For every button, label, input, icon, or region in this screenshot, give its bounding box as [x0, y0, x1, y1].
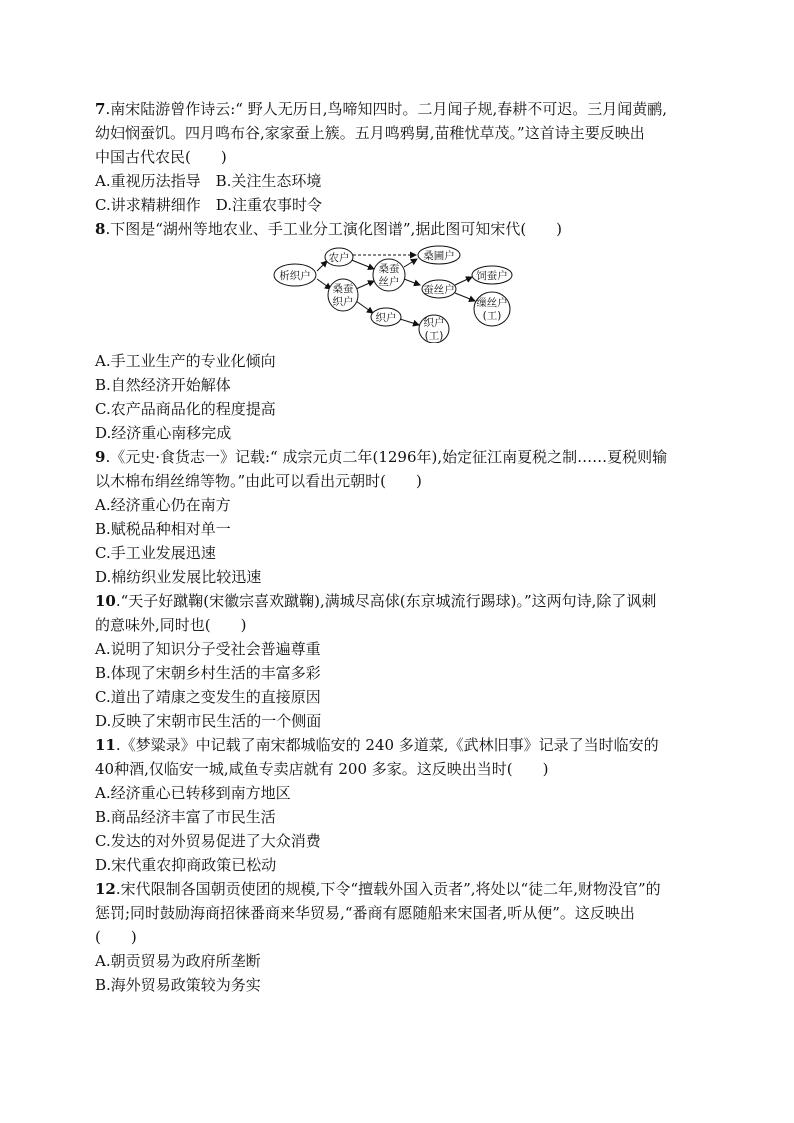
question-number: 9	[95, 448, 106, 466]
question-10-stem-line-2: 的意味外,同时也( )	[95, 616, 247, 634]
label-zhihu-gong-2: (工)	[424, 330, 444, 342]
question-10-option-b: B.体现了宋朝乡村生活的丰富多彩	[95, 664, 321, 682]
question-9	[95, 445, 705, 589]
question-11	[95, 733, 705, 877]
label-xizhihu: 析织户	[279, 270, 311, 282]
question-10-option-d: D.反映了宋朝市民生活的一个侧面	[95, 712, 322, 730]
label-sangcan-sihu-2: 丝户	[378, 276, 400, 288]
question-7	[95, 97, 705, 217]
question-9-stem-line-2: 以木棉布绢丝绵等物。”由此可以看出元朝时( )	[95, 472, 422, 490]
question-10-option-c: C.道出了靖康之变发生的直接原因	[95, 688, 321, 706]
arrow-xizhi-to-nonghu	[317, 261, 327, 271]
question-list	[95, 97, 705, 997]
question-12	[95, 877, 705, 997]
question-9-option-b: B.赋税品种相对单一	[95, 520, 231, 538]
label-zhihu-gong-1: 织户	[423, 317, 445, 329]
arrow-sangcanzhi-to-sangcansi	[356, 281, 374, 289]
question-11-option-b: B.商品经济丰富了市民生活	[95, 808, 276, 826]
label-sangcan-zhihu-2: 织户	[332, 296, 354, 308]
question-12-stem-line-1: 12.宋代限制各国朝贡使团的规模,下令“擅载外国入贡者”,将处以“徒二年,财物没官”的	[95, 880, 661, 898]
label-nonghu: 农户	[328, 252, 350, 264]
question-11-option-c: C.发达的对外贸易促进了大众消费	[95, 832, 321, 850]
question-7-stem-line-2: 幼妇悯蚕饥。四月鸣布谷,家家蚕上簇。五月鸣鸦舅,苗稚忧草茂。”这首诗主要反映出	[95, 124, 645, 142]
question-12-stem-line-2: 惩罚;同时鼓励海商招徕番商来华贸易,“番商有愿随船来宋国者,听从便”。这反映出	[95, 904, 635, 922]
diagram-svg	[273, 245, 533, 343]
label-zhihu: 织户	[375, 312, 397, 324]
question-11-stem-line-2: 40种酒,仅临安一城,咸鱼专卖店就有 200 多家。这反映出当时( )	[95, 760, 549, 778]
division-of-labor-diagram	[95, 245, 705, 345]
arrow-cansi-to-saosi	[455, 293, 475, 301]
question-number: 12	[95, 880, 116, 898]
question-8-option-b: B.自然经济开始解体	[95, 376, 231, 394]
question-12-option-a: A.朝贡贸易为政府所垄断	[95, 952, 261, 970]
question-12-option-b: B.海外贸易政策较为务实	[95, 976, 261, 994]
label-saosihu-1: 缫丝户	[476, 297, 508, 309]
question-7-stem-line-3: 中国古代农民( )	[95, 148, 227, 166]
question-number: 11	[95, 736, 116, 754]
question-8-option-a: A.手工业生产的专业化倾向	[95, 352, 276, 370]
arrow-cansi-to-sican	[455, 277, 472, 285]
arrow-sangcansi-to-sangpu	[404, 259, 417, 267]
label-cansihu: 蚕丝户	[423, 284, 455, 296]
label-saosihu-2: (工)	[482, 310, 502, 322]
label-sicanhu: 饲蚕户	[476, 270, 508, 282]
arrow-nonghu-to-sangcansi	[349, 259, 374, 269]
question-9-stem-line-1: 9.《元史·食货志一》记载:“ 成宗元贞二年(1296年),始定征江南夏税之制……夏税则输	[95, 448, 668, 466]
question-number: 8	[95, 220, 106, 238]
question-9-option-d: D.棉纺织业发展比较迅速	[95, 568, 262, 586]
question-11-option-d: D.宋代重农抑商政策已松动	[95, 856, 277, 874]
arrow-zhihu-to-zhihugong	[400, 319, 419, 325]
question-7-options-line-1: A.重视历法指导 B.关注生态环境	[95, 172, 322, 190]
question-11-option-a: A.经济重心已转移到南方地区	[95, 784, 291, 802]
question-12-stem-line-3: ( )	[95, 928, 137, 946]
label-sangcan-zhihu-1: 桑蚕	[332, 283, 354, 295]
question-8	[95, 217, 705, 445]
question-7-stem-line-1: 7.南宋陆游曾作诗云:“ 野人无历日,鸟啼知四时。二月闻子规,春耕不可迟。三月闻黄鹂,	[95, 100, 668, 118]
question-9-option-c: C.手工业发展迅速	[95, 544, 216, 562]
question-11-stem-line-1: 11.《梦粱录》中记载了南宋都城临安的 240 多道菜,《武林旧事》记录了当时临安的	[95, 736, 659, 754]
question-10	[95, 589, 705, 733]
label-sangcan-sihu-1: 桑蚕	[378, 263, 400, 275]
question-8-option-c: C.农产品商品化的程度提高	[95, 400, 276, 418]
arrow-sangcansi-to-cansi	[404, 279, 420, 285]
question-number: 10	[95, 592, 116, 610]
question-7-options-line-2: C.讲求精耕细作 D.注重农事时令	[95, 196, 322, 214]
arrow-xizhi-to-sangcanzhi	[317, 279, 331, 289]
question-8-option-d: D.经济重心南移完成	[95, 424, 232, 442]
question-number: 7	[95, 100, 106, 118]
label-sangpuhu: 桑圃户	[423, 250, 455, 262]
question-10-stem-line-1: 10.“天子好蹴鞠(宋徽宗喜欢蹴鞠),满城尽高俅(东京城流行踢球)。”这两句诗,除了讽刺	[95, 592, 657, 610]
question-10-option-a: A.说明了知识分子受社会普遍尊重	[95, 640, 321, 658]
question-8-stem-line-1: 8.下图是“湖州等地农业、手工业分工演化图谱”,据此图可知宋代( )	[95, 220, 563, 238]
arrow-sangcanzhi-to-zhihu	[356, 301, 373, 313]
question-9-option-a: A.经济重心仍在南方	[95, 496, 231, 514]
